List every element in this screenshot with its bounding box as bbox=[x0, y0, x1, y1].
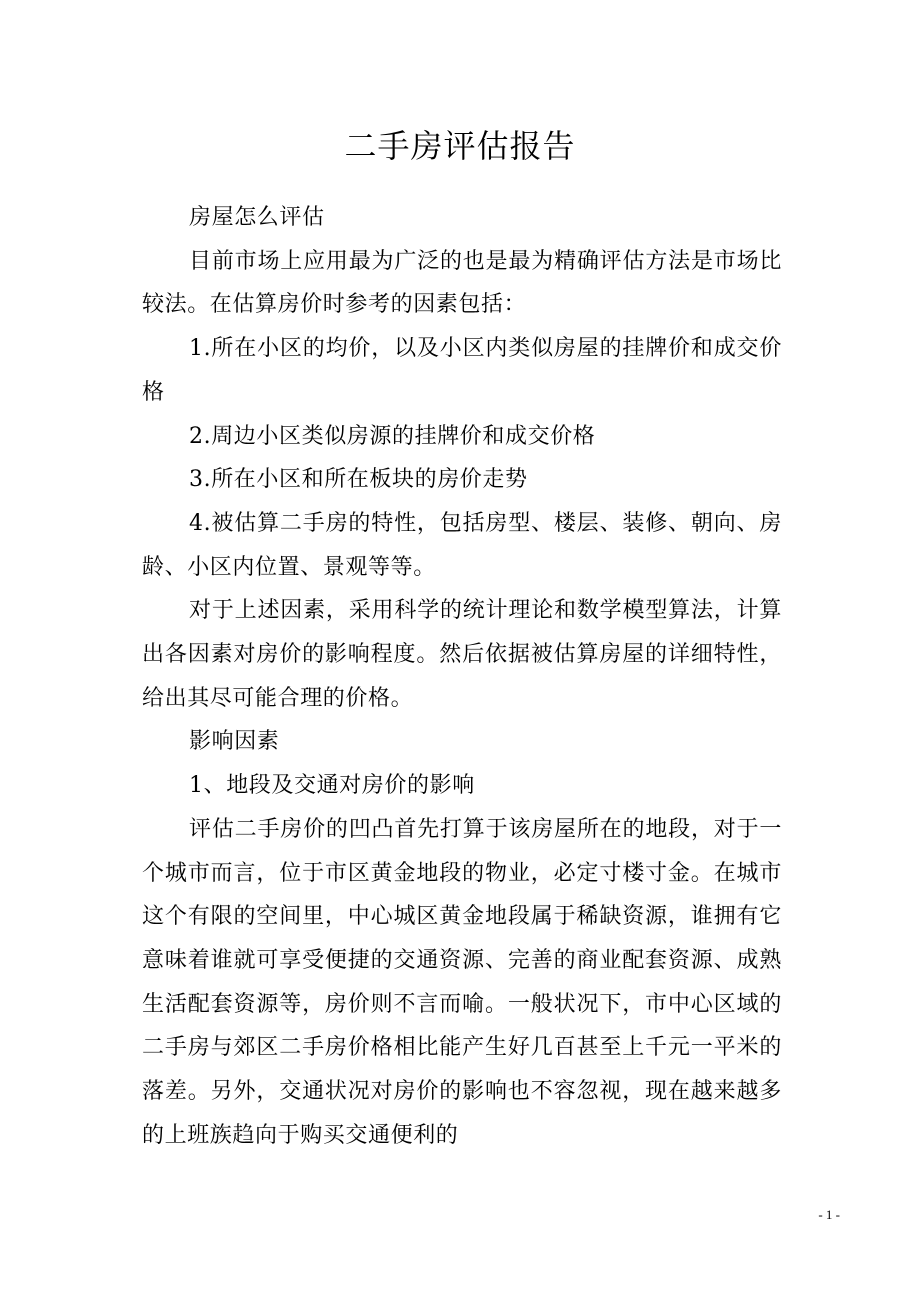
paragraph: 1.所在小区的均价，以及小区内类似房屋的挂牌价和成交价格 bbox=[142, 336, 782, 405]
paragraph: 影响因素 bbox=[189, 729, 280, 755]
paragraph: 评估二手房价的凹凸首先打算于该房屋所在的地段，对于一个城市而言，位于市区黄金地段的物业，必定寸楼寸金。在城市这个有限的空间里，中心城区黄金地段属于稀缺资源，谁拥有它意味着谁就可享受便捷的交通资源、完善的商业配套资源、成熟生活配套资源等，房价则不言而喻。一般状况下，市中心区域的二手房与郊区二手房价格相比能产生好几百甚至上千元一平米的落差。另外，交通状况对房价的影响也不容忽视，现在越来越多的上班族趋向于购买交通便利的 bbox=[142, 816, 782, 1148]
paragraph: 4.被估算二手房的特性，包括房型、楼层、装修、朝向、房龄、小区内位置、景观等等。 bbox=[142, 510, 782, 580]
paragraph: 1、地段及交通对房价的影响 bbox=[189, 773, 475, 799]
document-title: 二手房评估报告 bbox=[344, 127, 576, 165]
document-body bbox=[142, 196, 782, 1157]
page-number: - 1 - bbox=[818, 1207, 840, 1222]
paragraph: 目前市场上应用最为广泛的也是最为精确评估方法是市场比较法。在估算房价时参考的因素包括： bbox=[142, 248, 782, 318]
paragraph: 2.周边小区类似房源的挂牌价和成交价格 bbox=[189, 423, 596, 449]
paragraph: 房屋怎么评估 bbox=[189, 205, 325, 230]
paragraph: 3.所在小区和所在板块的房价走势 bbox=[189, 467, 528, 493]
paragraph: 对于上述因素，采用科学的统计理论和数学模型算法，计算出各因素对房价的影响程度。然后依据被估算房屋的详细特性，给出其尽可能合理的价格。 bbox=[142, 598, 782, 711]
